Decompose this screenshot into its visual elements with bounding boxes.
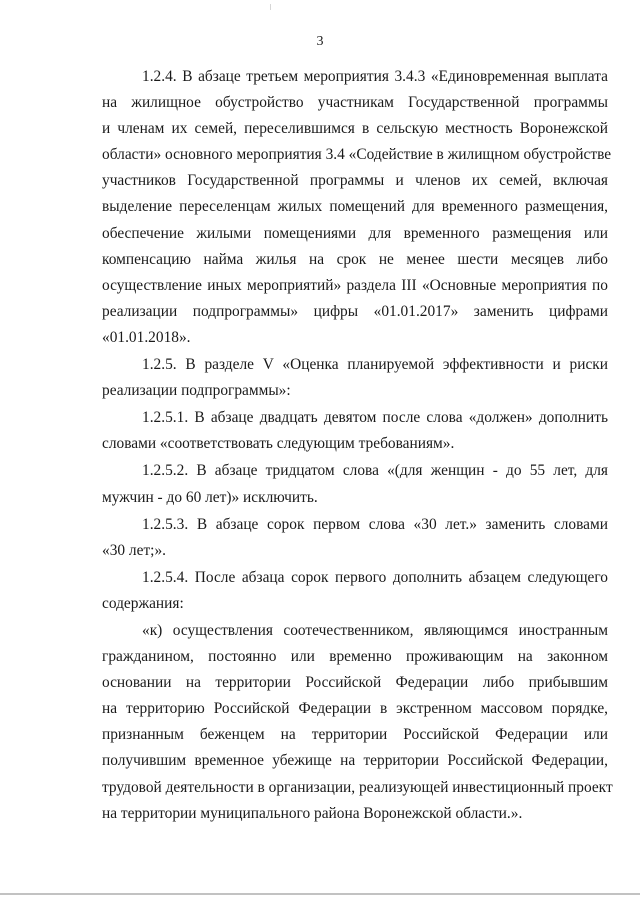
- text-line: 1.2.5.4. После абзаца сорок первого дополнить абзацем следующего: [142, 568, 608, 586]
- text-line: осуществление иных мероприятий» раздела III «Основные мероприятия по: [102, 276, 608, 294]
- paragraph-1-2-5: [102, 352, 608, 404]
- paragraph-1-2-5-1: [102, 405, 608, 457]
- text-line: на территории муниципального района Воронежской области.».: [102, 804, 523, 822]
- scan-edge-line: [0, 893, 640, 895]
- text-line: 1.2.5.2. В абзаце тридцатом слова «(для женщин - до 55 лет, для: [142, 462, 608, 480]
- text-line: трудовой деятельности в организации, реализующей инвестиционный проект: [102, 778, 613, 796]
- scan-mark: [270, 4, 271, 10]
- paragraph-1-2-5-4: [102, 565, 608, 617]
- text-line: 1.2.5.1. В абзаце двадцать девятом после слова «должен» дополнить: [142, 409, 608, 427]
- text-line: «30 лет;».: [102, 541, 166, 559]
- text-line: признанным беженцем на территории Российской Федерации или: [102, 726, 608, 744]
- text-line: 1.2.4. В абзаце третьем мероприятия 3.4.3 «Единовременная выплата: [142, 68, 608, 85]
- text-line: на жилищное обустройство участникам Государственной программы: [102, 94, 608, 112]
- page-number: 3: [316, 34, 324, 49]
- text-line: реализации подпрограммы» цифры «01.01.2017» заменить цифрами: [102, 302, 608, 320]
- document-body: [102, 64, 613, 827]
- text-line: участников Государственной программы и членов их семей, включая: [102, 172, 608, 190]
- text-line: на территорию Российской Федерации в экстренном массовом порядке,: [102, 700, 608, 718]
- text-line: гражданином, постоянно или временно проживающим на законном: [102, 648, 608, 666]
- text-line: 1.2.5. В разделе V «Оценка планируемой эффективности и риски: [142, 356, 608, 374]
- paragraph-1-2-4: [102, 64, 612, 351]
- paragraph-1-2-5-3: [102, 512, 608, 564]
- text-line: словами «соответствовать следующим требованиям».: [102, 435, 455, 453]
- text-line: получившим временное убежище на территории Российской Федерации,: [102, 752, 608, 770]
- text-line: компенсацию найма жилья на срок не менее шести месяцев либо: [102, 250, 608, 268]
- text-line: «к) осуществления соотечественником, являющимся иностранным: [142, 621, 608, 639]
- text-line: и членам их семей, переселившимся в сельскую местность Воронежской: [102, 120, 608, 138]
- paragraph-1-2-5-2: [102, 458, 608, 510]
- text-line: мужчин - до 60 лет)» исключить.: [102, 488, 318, 506]
- paragraph-quoted-insert: [102, 618, 613, 827]
- text-line: реализации подпрограммы»:: [102, 382, 291, 400]
- text-line: выделение переселенцам жилых помещений для временного размещения,: [102, 198, 608, 216]
- text-line: «01.01.2018».: [102, 328, 191, 346]
- text-line: области» основного мероприятия 3.4 «Содействие в жилищном обустройстве: [102, 146, 612, 164]
- text-line: 1.2.5.3. В абзаце сорок первом слова «30 лет.» заменить словами: [142, 515, 608, 533]
- text-line: содержания:: [102, 594, 184, 612]
- text-line: основании на территории Российской Федерации либо прибывшим: [102, 674, 608, 692]
- text-line: обеспечение жилыми помещениями для временного размещения или: [102, 224, 608, 242]
